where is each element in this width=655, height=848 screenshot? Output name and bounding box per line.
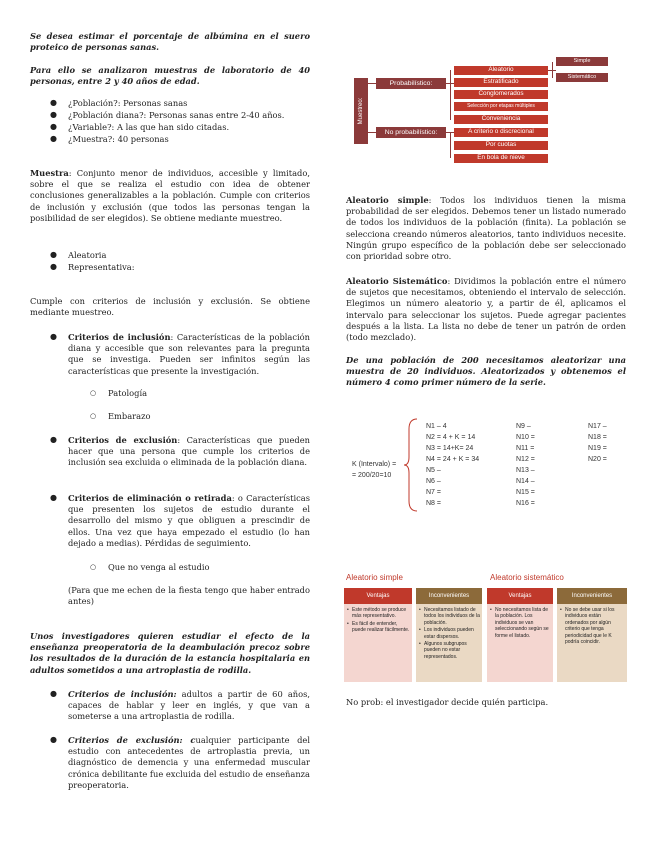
table-title-simple: Aleatorio simple bbox=[346, 573, 403, 582]
bullet-icon: ● bbox=[50, 98, 57, 107]
header-inconvenientes: Inconvenientes bbox=[416, 588, 482, 604]
prob-item: Conveniencia bbox=[454, 115, 548, 124]
k-cell: N8 = bbox=[426, 500, 441, 507]
connector bbox=[552, 62, 553, 78]
exclusion-text: : Características que pueden hacer que una persona que cumple los criterios de inclusión sea excluida o eliminada de la población diana. bbox=[68, 435, 310, 468]
simple-paragraph bbox=[346, 195, 626, 262]
prob-node: Probabilístico: bbox=[376, 78, 446, 89]
elimination-text: : o Características que presenten los sujetos de estudio durante el desarrollo del mismo y que obliguen a prescindir de ellos. Una vez que haya empezado el estudio (lo han dejado a medias). Pérdidas de seguimiento. bbox=[68, 493, 310, 548]
k-cell: N2 = 4 + K = 14 bbox=[426, 434, 476, 441]
list-item: • Necesitamos listado de todos los individuos de la población. bbox=[424, 607, 480, 626]
muestra-text: : Conjunto menor de individuos, accesible y limitado, sobre el que se realiza el estudio con idea de obtener conclusiones generalizables a la población. Cumple con criterios de inclusión y exclusión (que todos las personas tengan la posibilidad de ser elegidos). Se obtiene mediante muestreo. bbox=[30, 168, 310, 223]
elimination-note: (Para que me echen de la fiesta tengo que haber entrado antes) bbox=[68, 585, 310, 607]
k-formula: = 200/20=10 bbox=[352, 472, 392, 479]
noprob-item: Por cuotas bbox=[454, 141, 548, 150]
noprob-node: No probabilístico: bbox=[376, 127, 446, 138]
prob-item: Selección por etapas múltiples bbox=[454, 102, 548, 111]
para-text: Para ello se analizaron muestras de laboratorio de 40 personas, entre 2 y 40 años de edad. bbox=[30, 65, 310, 87]
k-cell: N18 = bbox=[588, 434, 607, 441]
elimination-paragraph bbox=[68, 493, 310, 549]
case-inclusion-term: Criterios de inclusión: bbox=[68, 689, 177, 699]
sist-ventajas-cell bbox=[487, 604, 553, 682]
list-item: ¿Variable?: A las que han sido citadas. bbox=[68, 122, 230, 132]
k-cell: N3 = 14+K= 24 bbox=[426, 445, 474, 452]
list-item: • Los individuos pueden estar dispersos. bbox=[424, 627, 480, 640]
k-cell: N19 = bbox=[588, 445, 607, 452]
muestra-paragraph bbox=[30, 168, 310, 224]
simple-text: : Todos los individuos tienen la misma probabilidad de ser elegidos. Debemos tener un listado numerado de todos los individuos de la población (finita). La población se selecciona creando números aleatorios, tanto individuos necesite. Ningún grupo específico de la población debe ser seleccionado con prioridad sobre otro. bbox=[346, 195, 627, 262]
aleatorio-sub: Simple bbox=[556, 57, 608, 66]
exclusion-paragraph bbox=[68, 435, 310, 469]
sistematico-text: : Dividimos la población entre el número de sujetos que necesitamos, obteniendo el intervalo de selección. Elegimos un número aleatorio y, a partir de él, aplicamos el intervalo para seleccionar los sujetos. Puede agregar pacientes después a la lista. La lista no debe de tener un patrón de orden (todo mezclado). bbox=[346, 276, 626, 343]
simple-inconvenientes-cell bbox=[416, 604, 482, 682]
circle-bullet-icon: ○ bbox=[90, 563, 97, 571]
k-cell: N17 – bbox=[588, 423, 607, 430]
header-inconvenientes: Inconvenientes bbox=[557, 588, 627, 604]
k-cell: N6 – bbox=[426, 478, 441, 485]
bullet-icon: ● bbox=[50, 262, 57, 271]
k-cell: N11 = bbox=[516, 445, 535, 452]
connector bbox=[450, 132, 451, 158]
diagram-root bbox=[354, 78, 368, 144]
table-title-sist: Aleatorio sistemático bbox=[490, 573, 564, 582]
list-item: Patología bbox=[108, 388, 148, 398]
k-cell: N9 – bbox=[516, 423, 531, 430]
case-exclusion bbox=[68, 735, 310, 791]
k-cell: N12 = bbox=[516, 456, 535, 463]
bullet-icon: ● bbox=[50, 134, 57, 143]
bullet-icon: ● bbox=[50, 110, 57, 119]
simple-term: Aleatorio simple bbox=[346, 195, 429, 205]
case-inclusion-text: adultos a partir de 60 años, capaces de hablar y leer en inglés, y que van a someterse a una artroplastia de rodilla. bbox=[68, 689, 311, 722]
k-cell: N15 = bbox=[516, 489, 535, 496]
bullet-icon: ● bbox=[50, 332, 57, 341]
intro-text: Se desea estimar el porcentaje de albúmina en el suero proteico de personas sanas. bbox=[30, 31, 310, 53]
k-cell: N10 = bbox=[516, 434, 535, 441]
prob-item-aleatorio: Aleatorio bbox=[454, 66, 548, 75]
connector bbox=[450, 70, 451, 120]
muestra-term: Muestra bbox=[30, 168, 69, 178]
k-cell: N5 – bbox=[426, 467, 441, 474]
bullet-icon: ● bbox=[50, 122, 57, 131]
connector bbox=[368, 83, 376, 84]
exclusion-term: Criterios de exclusión bbox=[68, 435, 178, 445]
prob-item: Estratificado bbox=[454, 78, 548, 87]
k-cell: N16 = bbox=[516, 500, 535, 507]
inclusion-paragraph bbox=[68, 332, 310, 377]
k-cell: N4 = 24 + K = 34 bbox=[426, 456, 480, 463]
bullet-icon: ● bbox=[50, 250, 57, 259]
case-exclusion-text: ualquier participante del estudio con antecedentes de artroplastia previa, un diagnóstico de demencia y una enfermedad muscular crónica debilitante fue excluida del estudio de enseñanza preoperatoria. bbox=[68, 735, 310, 790]
bullet-icon: ● bbox=[50, 435, 57, 444]
circle-bullet-icon: ○ bbox=[90, 389, 97, 397]
brace-icon bbox=[403, 417, 419, 513]
prob-item: Conglomerados bbox=[454, 90, 548, 99]
noprob-item: A criterio o discrecional bbox=[454, 128, 548, 137]
connector bbox=[368, 132, 376, 133]
example-text: De una población de 200 necesitamos aleatorizar una muestra de 20 individuos. Aleatorizados y obtenemos el número 4 como primer número de la serie. bbox=[346, 355, 626, 388]
list-item: Representativa: bbox=[68, 262, 135, 272]
list-item: • No se debe usar si los individuos están ordenados por algún criterio que tenga periodicidad que le K podría coincidir. bbox=[565, 607, 625, 645]
noprob-item: En bola de nieve bbox=[454, 154, 548, 163]
list-item: • Es fácil de entender, puede realizar fácilmente. bbox=[352, 621, 410, 634]
bullet-icon: ● bbox=[50, 493, 57, 502]
inclusion-term: Criterios de inclusión bbox=[68, 332, 171, 342]
aleatorio-sub: Sistemático bbox=[556, 73, 608, 82]
list-item: Aleatoria bbox=[68, 250, 107, 260]
list-item: • No necesitamos lista de la población. Los individuos se van seleccionando según se forme el listado. bbox=[495, 607, 551, 639]
list-item: • Este método se produce más representativo. bbox=[352, 607, 410, 620]
list-item: Embarazo bbox=[108, 411, 151, 421]
list-item: ¿Población?: Personas sanas bbox=[68, 98, 188, 108]
inclusion-text: : Características de la población diana y accesible que son relevantes para la pregunta que se investiga. Pueden ser infinitos según las características que presente la investigación. bbox=[68, 332, 310, 376]
circle-bullet-icon: ○ bbox=[90, 412, 97, 420]
header-ventajas: Ventajas bbox=[487, 588, 553, 604]
sist-inconvenientes-cell bbox=[557, 604, 627, 682]
sistematico-paragraph bbox=[346, 276, 626, 343]
k-label: K (Intervalo) = bbox=[352, 461, 397, 468]
sistematico-term: Aleatorio Sistemático bbox=[346, 276, 448, 286]
noprob-note: No prob: el investigador decide quién participa. bbox=[346, 697, 549, 707]
case-text: Unos investigadores quieren estudiar el efecto de la enseñanza preoperatoria de la deambulación precoz sobre los resultados de la duración de la estancia hospitalaria en adultos sometidos a una artroplastia de rodilla. bbox=[30, 631, 310, 675]
diagram-root-label: Muestreo: bbox=[358, 97, 364, 125]
k-cell: N7 = bbox=[426, 489, 441, 496]
elimination-term: Criterios de eliminación o retirada bbox=[68, 493, 232, 503]
bullet-icon: ● bbox=[50, 735, 57, 744]
bullet-icon: ● bbox=[50, 689, 57, 698]
list-item: ¿Población diana?: Personas sanas entre 2-40 años. bbox=[68, 110, 285, 120]
header-ventajas: Ventajas bbox=[344, 588, 412, 604]
case-exclusion-term: Criterios de exclusión: c bbox=[68, 735, 196, 745]
k-cell: N14 – bbox=[516, 478, 535, 485]
cumple-text: Cumple con criterios de inclusión y exclusión. Se obtiene mediante muestreo. bbox=[30, 296, 310, 318]
list-item: • Algunos subgrupos pueden no estar representados. bbox=[424, 641, 480, 660]
simple-ventajas-cell bbox=[344, 604, 412, 682]
list-item: ¿Muestra?: 40 personas bbox=[68, 134, 169, 144]
case-inclusion bbox=[68, 689, 310, 723]
list-item: Que no venga al estudio bbox=[108, 562, 210, 572]
k-cell: N13 – bbox=[516, 467, 535, 474]
k-cell: N1 – 4 bbox=[426, 423, 447, 430]
k-cell: N20 = bbox=[588, 456, 607, 463]
